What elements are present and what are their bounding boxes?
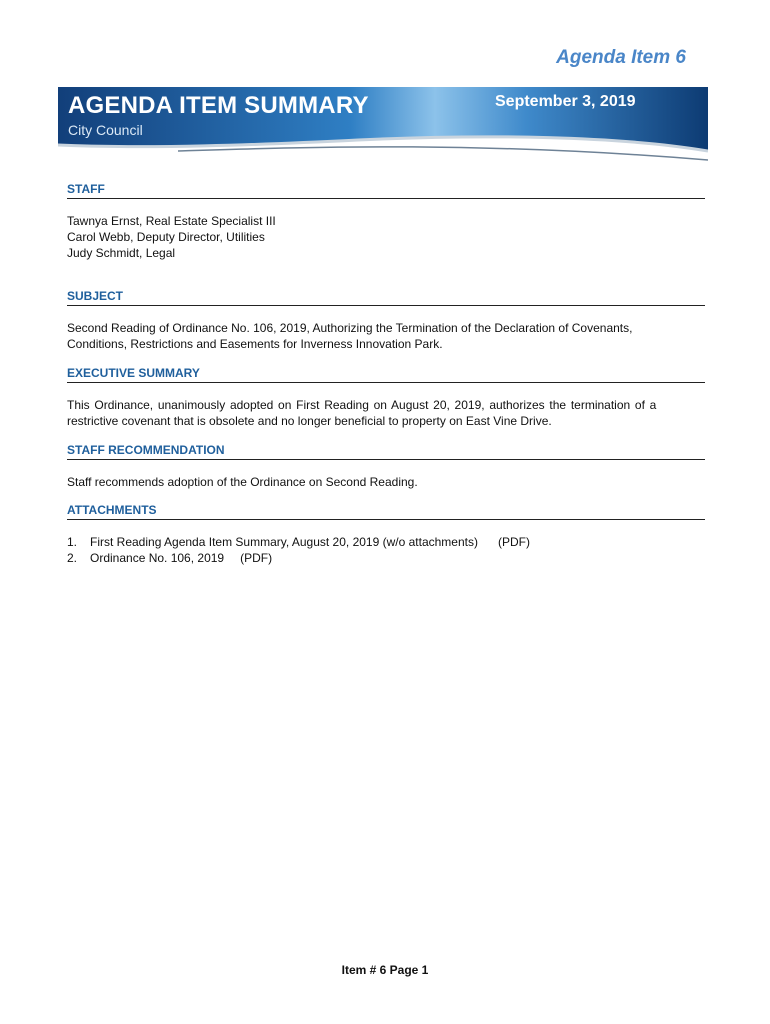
staff-member: Tawnya Ernst, Real Estate Specialist III xyxy=(67,214,276,228)
attachment-title: Ordinance No. 106, 2019 xyxy=(90,551,225,565)
staff-member: Carol Webb, Deputy Director, Utilities xyxy=(67,230,265,244)
executive-summary-line: This Ordinance, unanimously adopted on First Reading on August 20, 2019, authorizes the termination of a xyxy=(67,398,657,412)
attachments-heading: ATTACHMENTS xyxy=(67,503,705,520)
attachment-pdf-link[interactable]: (PDF) xyxy=(240,551,273,565)
agenda-item-label: Agenda Item 6 xyxy=(556,47,686,68)
banner-subtitle: City Council xyxy=(68,122,143,138)
executive-summary-text xyxy=(67,397,705,429)
staff-recommendation-text xyxy=(67,474,705,490)
page-footer: Item # 6 Page 1 xyxy=(341,963,429,977)
meeting-date: September 3, 2019 xyxy=(495,93,636,110)
page-title: AGENDA ITEM SUMMARY xyxy=(68,92,369,119)
executive-summary-line: restrictive covenant that is obsolete and no longer beneficial to property on East Vine Drive. xyxy=(67,414,552,428)
subject-section xyxy=(67,289,705,352)
staff-heading: STAFF xyxy=(67,182,705,199)
attachment-number: 1. xyxy=(67,535,78,549)
list-item xyxy=(67,534,705,550)
staff-member: Judy Schmidt, Legal xyxy=(67,246,176,260)
staff-section xyxy=(67,182,705,261)
executive-summary-heading: EXECUTIVE SUMMARY xyxy=(67,366,705,383)
staff-list xyxy=(67,213,705,261)
staff-recommendation-heading: STAFF RECOMMENDATION xyxy=(67,443,705,460)
agenda-banner xyxy=(58,87,708,167)
staff-recommendation-section xyxy=(67,443,705,490)
subject-line: Second Reading of Ordinance No. 106, 2019, Authorizing the Termination of the Declaration of Covenants, xyxy=(67,321,633,335)
subject-text xyxy=(67,320,705,352)
executive-summary-section xyxy=(67,366,705,429)
attachment-title: First Reading Agenda Item Summary, August 20, 2019 (w/o attachments) xyxy=(90,535,478,549)
subject-line: Conditions, Restrictions and Easements for Inverness Innovation Park. xyxy=(67,337,443,351)
subject-heading: SUBJECT xyxy=(67,289,705,306)
attachment-pdf-link[interactable]: (PDF) xyxy=(497,535,530,549)
staff-recommendation-line: Staff recommends adoption of the Ordinance on Second Reading. xyxy=(67,475,418,489)
attachments-list xyxy=(67,534,705,566)
attachment-number: 2. xyxy=(67,551,78,565)
attachments-section xyxy=(67,503,705,566)
list-item xyxy=(67,550,705,566)
